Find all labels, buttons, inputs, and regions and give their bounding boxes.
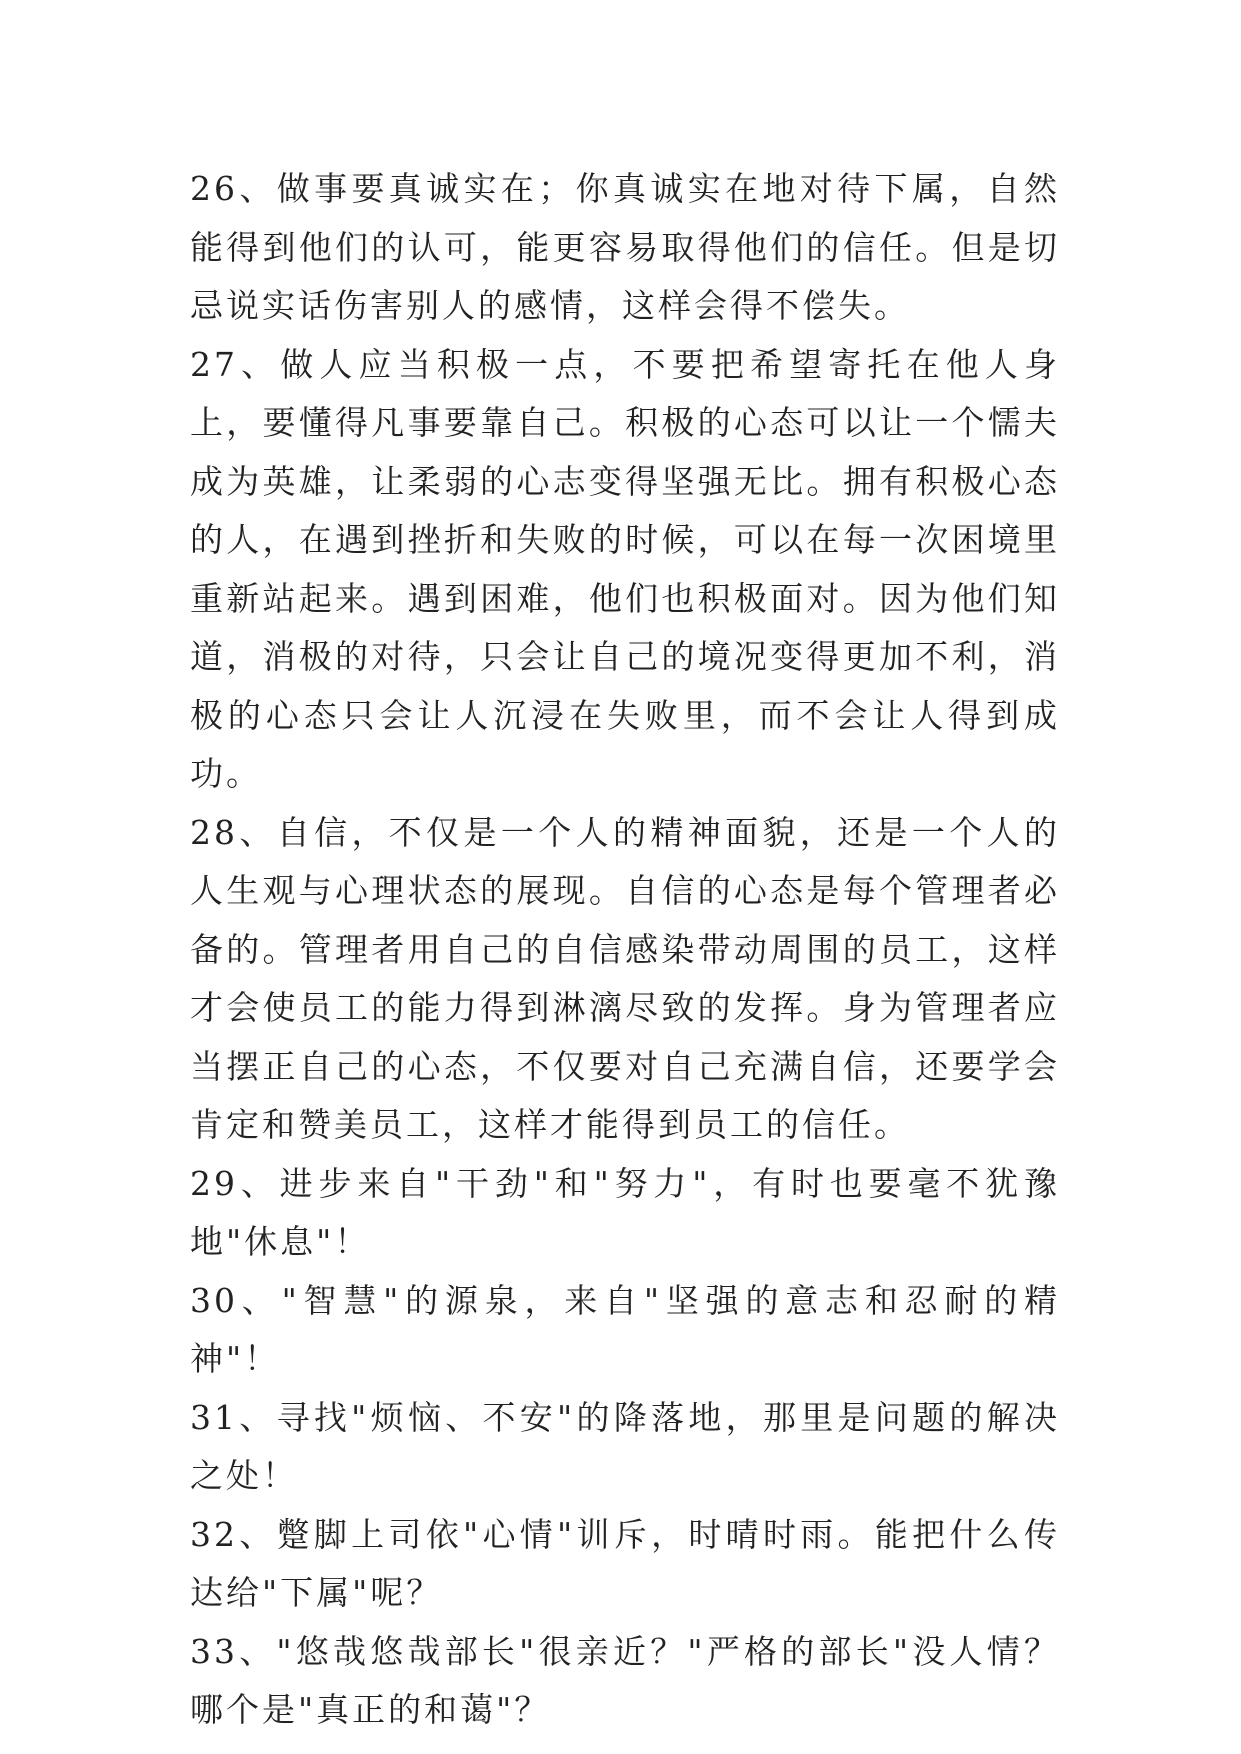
document-body xyxy=(190,160,1060,1740)
paragraph-27: 27、做人应当积极一点，不要把希望寄托在他人身上，要懂得凡事要靠自己。积极的心态可以让一个懦夫成为英雄，让柔弱的心志变得坚强无比。拥有积极心态的人，在遇到挫折和失败的时候，可以在每一次困境里重新站起来。遇到困难，他们也积极面对。因为他们知道，消极的对待，只会让自己的境况变得更加不利，消极的心态只会让人沉浸在失败里，而不会让人得到成功。 xyxy=(190,344,1060,793)
paragraph-28: 28、自信，不仅是一个人的精神面貌，还是一个人的人生观与心理状态的展现。自信的心态是每个管理者必备的。管理者用自己的自信感染带动周围的员工，这样才会使员工的能力得到淋漓尽致的发挥。身为管理者应当摆正自己的心态，不仅要对自己充满自信，还要学会肯定和赞美员工，这样才能得到员工的信任。 xyxy=(190,812,1060,1144)
paragraph-33: 33、"悠哉悠哉部长"很亲近？"严格的部长"没人情？哪个是"真正的和蔼"？ xyxy=(190,1631,1060,1729)
paragraph-26: 26、做事要真诚实在；你真诚实在地对待下属，自然能得到他们的认可，能更容易取得他们的信任。但是切忌说实话伤害别人的感情，这样会得不偿失。 xyxy=(190,169,1060,325)
paragraph-32: 32、蹩脚上司依"心情"训斥，时晴时雨。能把什么传达给"下属"呢？ xyxy=(190,1514,1060,1612)
paragraph-29: 29、进步来自"干劲"和"努力"，有时也要毫不犹豫地"休息"！ xyxy=(190,1163,1060,1261)
paragraph-30: 30、"智慧"的源泉，来自"坚强的意志和忍耐的精神"！ xyxy=(190,1280,1060,1378)
paragraph-31: 31、寻找"烦恼、不安"的降落地，那里是问题的解决之处！ xyxy=(190,1397,1060,1495)
